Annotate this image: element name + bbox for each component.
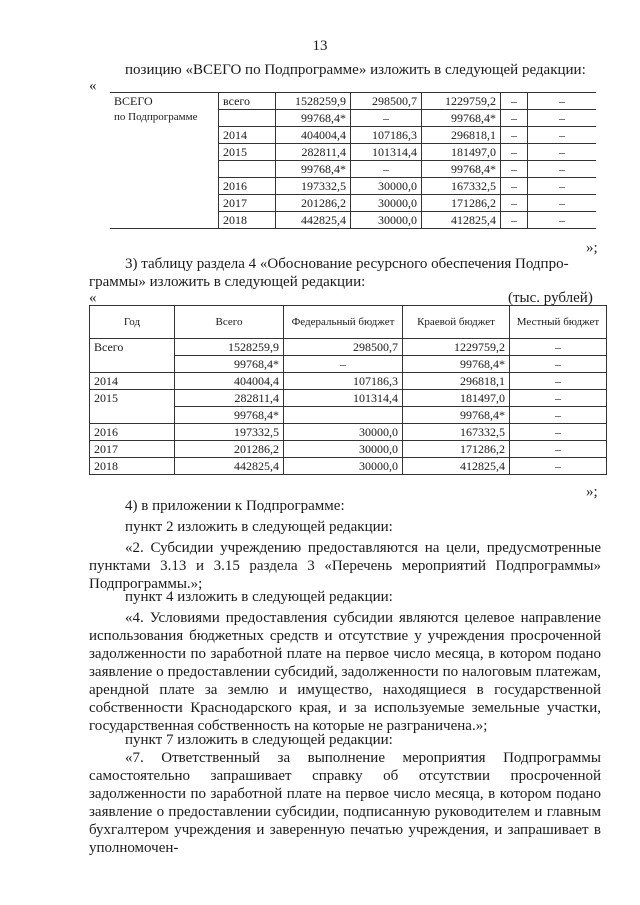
cell: 107186,3 xyxy=(351,127,422,144)
cell: 412825,4 xyxy=(422,212,501,229)
cell: 298500,7 xyxy=(351,93,422,110)
cell: 167332,5 xyxy=(403,424,510,441)
point7-text: «7. Ответственный за выполнение мероприятия Подпрограммы самостоятельно запрашивает справку об отсутствии просроченной задолженности по заработной плате на первое число месяца, в котором подано заявление о предоставлении субсидии, подписанную руководителем и главным бухгалтером учреждения и заверенную печатью учреждения, и запрашивает в уполномочен- xyxy=(89,750,601,856)
page-number: 13 xyxy=(312,38,328,54)
cell: – xyxy=(510,441,607,458)
table-row xyxy=(90,441,607,458)
cell: 2017 xyxy=(90,441,175,458)
cell: 296818,1 xyxy=(403,373,510,390)
cell: – xyxy=(528,178,597,195)
table-header-row xyxy=(90,306,607,339)
cell: – xyxy=(528,195,597,212)
close-quote-2: »; xyxy=(586,484,598,500)
subprogram-total-table xyxy=(110,92,596,229)
cell: Всего xyxy=(90,339,175,356)
header-year: Год xyxy=(90,306,175,339)
cell: 30000,0 xyxy=(351,178,422,195)
cell: 282811,4 xyxy=(276,144,351,161)
cell: – xyxy=(510,407,607,424)
table-row xyxy=(90,407,607,424)
cell: 99768,4* xyxy=(422,161,501,178)
cell: 404004,4 xyxy=(276,127,351,144)
cell: – xyxy=(501,195,528,212)
table-row xyxy=(90,373,607,390)
cell: 99768,4* xyxy=(403,356,510,373)
point2-intro: пункт 2 изложить в следующей редакции: xyxy=(125,519,393,535)
cell: 99768,4* xyxy=(175,356,284,373)
point2-text: «2. Субсидии учреждению предоставляются на цели, предусмотренные пунктами 3.13 и 3.15 раздела 3 «Перечень мероприятий Подпрограммы» Подпрограммы.»; xyxy=(89,540,601,592)
cell: 404004,4 xyxy=(175,373,284,390)
item4-heading: 4) в приложении к Подпрограмме: xyxy=(125,498,345,514)
cell: 99768,4* xyxy=(276,110,351,127)
cell: – xyxy=(501,212,528,229)
cell: – xyxy=(501,178,528,195)
total-name-cell xyxy=(110,93,219,229)
cell: 412825,4 xyxy=(403,458,510,475)
cell: – xyxy=(528,144,597,161)
cell: 298500,7 xyxy=(284,339,403,356)
cell xyxy=(219,161,276,178)
cell: 167332,5 xyxy=(422,178,501,195)
cell: 2018 xyxy=(219,212,276,229)
cell: – xyxy=(528,127,597,144)
cell: – xyxy=(351,161,422,178)
cell: – xyxy=(510,373,607,390)
cell: 2014 xyxy=(219,127,276,144)
cell xyxy=(90,407,175,424)
cell: всего xyxy=(219,93,276,110)
item3-line1: 3) таблицу раздела 4 «Обоснование ресурсного обеспечения Подпро- xyxy=(125,256,569,272)
cell: 101314,4 xyxy=(351,144,422,161)
resource-table xyxy=(89,305,607,475)
cell: 1528259,9 xyxy=(175,339,284,356)
cell: – xyxy=(510,390,607,407)
cell: 2015 xyxy=(219,144,276,161)
cell: 2016 xyxy=(90,424,175,441)
open-quote-1: « xyxy=(89,78,97,94)
open-quote-2: « xyxy=(89,290,97,306)
cell: 101314,4 xyxy=(284,390,403,407)
table-row xyxy=(90,424,607,441)
cell: 30000,0 xyxy=(284,441,403,458)
cell: 30000,0 xyxy=(351,195,422,212)
cell: – xyxy=(501,110,528,127)
header-regional: Краевой бюджет xyxy=(403,306,510,339)
total-name-line1: ВСЕГО xyxy=(114,94,153,108)
cell: 1229759,2 xyxy=(422,93,501,110)
cell: 201286,2 xyxy=(175,441,284,458)
cell: 442825,4 xyxy=(276,212,351,229)
total-name-line2: по Подпрограмме xyxy=(114,111,198,123)
cell: 2015 xyxy=(90,390,175,407)
table-row xyxy=(90,458,607,475)
cell: 197332,5 xyxy=(276,178,351,195)
table-row xyxy=(90,356,607,373)
cell: 181497,0 xyxy=(403,390,510,407)
cell xyxy=(284,407,403,424)
cell: 30000,0 xyxy=(284,458,403,475)
intro-line: позицию «ВСЕГО по Подпрограмме» изложить в следующей редакции: xyxy=(125,62,586,78)
cell: 99768,4* xyxy=(403,407,510,424)
cell: – xyxy=(528,110,597,127)
table-row xyxy=(110,93,596,110)
cell: 171286,2 xyxy=(403,441,510,458)
cell: 442825,4 xyxy=(175,458,284,475)
cell: – xyxy=(510,424,607,441)
cell: 197332,5 xyxy=(175,424,284,441)
cell: 30000,0 xyxy=(284,424,403,441)
header-federal: Федеральный бюджет xyxy=(284,306,403,339)
cell: 2018 xyxy=(90,458,175,475)
cell: – xyxy=(501,161,528,178)
units-label: (тыс. рублей) xyxy=(508,290,593,306)
table-row xyxy=(90,339,607,356)
cell: – xyxy=(528,212,597,229)
cell: – xyxy=(528,161,597,178)
cell: – xyxy=(501,93,528,110)
cell: 99768,4* xyxy=(175,407,284,424)
cell xyxy=(219,110,276,127)
cell: 296818,1 xyxy=(422,127,501,144)
cell: 171286,2 xyxy=(422,195,501,212)
cell: 181497,0 xyxy=(422,144,501,161)
header-total: Всего xyxy=(175,306,284,339)
cell: 99768,4* xyxy=(422,110,501,127)
cell xyxy=(90,356,175,373)
cell: 201286,2 xyxy=(276,195,351,212)
header-local: Местный бюджет xyxy=(510,306,607,339)
cell: 1528259,9 xyxy=(276,93,351,110)
cell: – xyxy=(510,458,607,475)
point4-text: «4. Условиями предоставления субсидии являются целевое направление использования бюджетных средств и отсутствие у учреждения просроченной задолженности по заработной плате на первое число месяца, в котором подано заявление о предоставлении субсидий, задолженности по налоговым платежам, арендной плате за землю и имущество, находящиеся в государственной собственности Краснодарского края, и за используемые земельные участки, государственная собственность на которые не разграничена.»; xyxy=(89,610,601,734)
cell: 282811,4 xyxy=(175,390,284,407)
item3-line2: граммы» изложить в следующей редакции: xyxy=(89,274,366,290)
cell: – xyxy=(501,144,528,161)
cell: – xyxy=(351,110,422,127)
cell: 1229759,2 xyxy=(403,339,510,356)
point7-intro: пункт 7 изложить в следующей редакции: xyxy=(125,732,393,748)
table-row xyxy=(90,390,607,407)
cell: 2016 xyxy=(219,178,276,195)
cell: 2014 xyxy=(90,373,175,390)
cell: – xyxy=(501,127,528,144)
cell: – xyxy=(284,356,403,373)
cell: – xyxy=(510,356,607,373)
cell: 99768,4* xyxy=(276,161,351,178)
cell: – xyxy=(510,339,607,356)
cell: 2017 xyxy=(219,195,276,212)
point4-intro: пункт 4 изложить в следующей редакции: xyxy=(125,589,393,605)
close-quote-1: »; xyxy=(586,240,598,256)
cell: 107186,3 xyxy=(284,373,403,390)
cell: 30000,0 xyxy=(351,212,422,229)
cell: – xyxy=(528,93,597,110)
